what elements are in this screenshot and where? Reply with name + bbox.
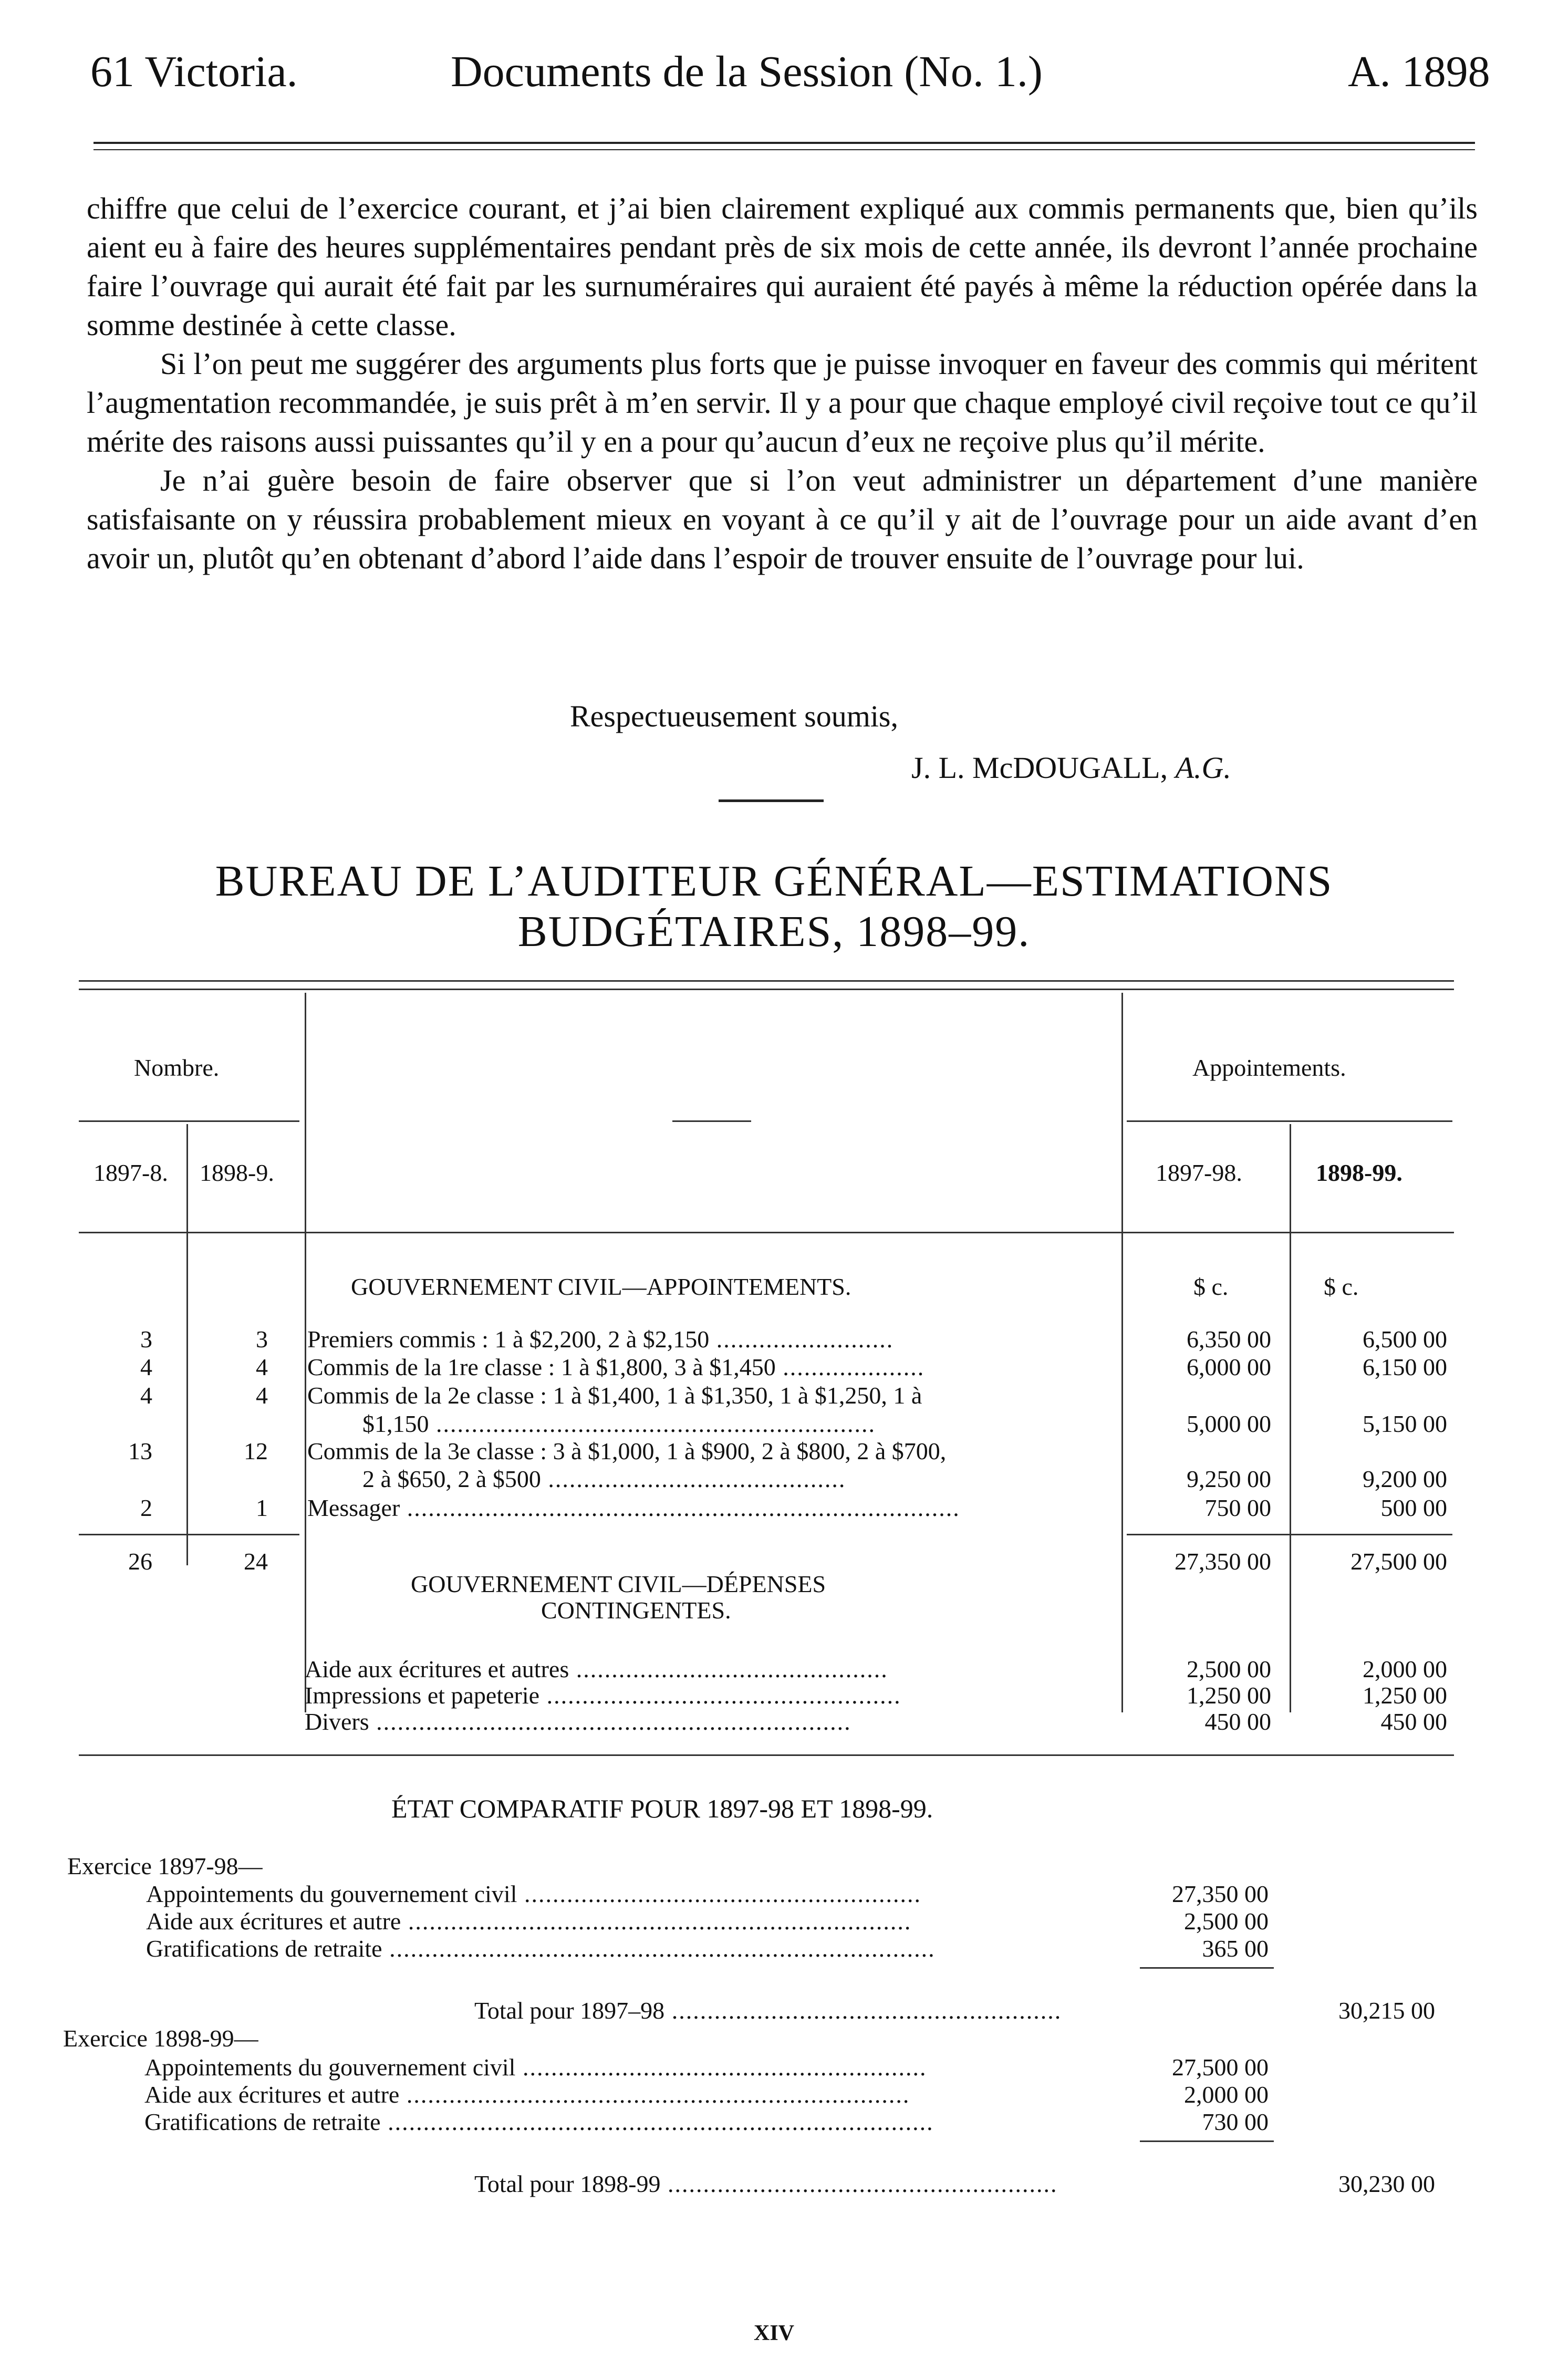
total-1-label: Total pour 1897–98 ....................................................... (474, 1997, 1062, 2024)
paragraph-2: Si l’on peut me suggérer des arguments plus forts que je puisse invoquer en faveur des commis qui méritent l’augmentation recommandée, je suis prêt à m’en servir. Il y a pour que chaque employé civil reçoive tout ce qu’il mérite des raisons aussi puissantes qu’il y en a pour qu’aucun d’eux ne reçoive plus qu’il mérite. (87, 347, 1478, 459)
header-amount-1: 1897-98. (1156, 1159, 1242, 1186)
table-top-rule-2 (79, 989, 1454, 990)
header-rule (93, 142, 1475, 144)
title-line-2: BUDGÉTAIRES, 1898–99. (517, 907, 1031, 956)
table-row-n1: 4 (140, 1354, 152, 1380)
col-divider (1290, 1124, 1291, 1712)
total-1-value: 30,215 00 (1338, 1997, 1435, 2024)
table-row-amount-1: 9,250 00 (1187, 1466, 1271, 1492)
table-top-rule (79, 980, 1454, 982)
signature-title: A.G. (1175, 751, 1231, 785)
header-nombre: Nombre. (134, 1054, 220, 1081)
table-row-desc: Commis de la 2e classe : 1 à $1,400, 1 à $1,350, 1 à $1,250, 1 à (307, 1382, 922, 1409)
total-amount-2: 27,500 00 (1350, 1548, 1447, 1575)
contingent-amount-1: 2,500 00 (1187, 1656, 1271, 1682)
table-row-amount-1: 6,350 00 (1187, 1326, 1271, 1353)
header-left: 61 Victoria. (90, 47, 298, 96)
divider (719, 799, 824, 802)
etat-item: Appointements du gouvernement civil ......................................................... (144, 2054, 927, 2081)
col-divider (1121, 993, 1123, 1712)
contingent-amount-2: 450 00 (1380, 1708, 1447, 1735)
table-row-desc-cont: $1,150 .............................................................. (362, 1410, 876, 1437)
header-title: Documents de la Session (No. 1.) (451, 47, 1043, 96)
table-row-amount-2: 5,150 00 (1363, 1410, 1447, 1437)
table-row-desc-cont: 2 à $650, 2 à $500 .......................................... (362, 1466, 846, 1492)
contingent-row-desc: Divers ................................................................... (305, 1708, 851, 1735)
etat-item-value: 27,350 00 (1172, 1880, 1269, 1907)
header-bottom-rule (79, 1232, 1454, 1233)
header-right: A. 1898 (1348, 47, 1490, 96)
table-row-n2: 4 (256, 1354, 268, 1380)
etat-item-value: 2,500 00 (1184, 1908, 1269, 1935)
etat-item-value: 365 00 (1202, 1935, 1269, 1962)
table-bottom-rule (79, 1754, 1454, 1756)
section-appointements: GOUVERNEMENT CIVIL—APPOINTEMENTS. (351, 1273, 851, 1300)
contingent-row-desc: Aide aux écritures et autres ............................................ (305, 1656, 888, 1682)
table-row-n2: 3 (256, 1326, 268, 1353)
table-row-n1: 4 (140, 1382, 152, 1409)
table-row-n1: 13 (128, 1438, 152, 1464)
header-amount-2: 1898-99. (1316, 1159, 1402, 1186)
table-row-amount-2: 6,150 00 (1363, 1354, 1447, 1380)
etat-item: Appointements du gouvernement civil ........................................................ (146, 1880, 921, 1907)
header-appointements: Appointements. (1192, 1054, 1346, 1081)
table-row-amount-2: 9,200 00 (1363, 1466, 1447, 1492)
etat-title: ÉTAT COMPARATIF POUR 1897-98 ET 1898-99. (391, 1794, 933, 1823)
table-row-amount-1: 5,000 00 (1187, 1410, 1271, 1437)
table-row-n2: 4 (256, 1382, 268, 1409)
section-contingentes: GOUVERNEMENT CIVIL—DÉPENSES (411, 1571, 826, 1597)
header-sub-rule (79, 1120, 299, 1122)
signature-name: J. L. McDOUGALL, (911, 751, 1176, 785)
section-title (0, 856, 1548, 957)
total-n1: 26 (128, 1548, 152, 1575)
etat-item: Gratifications de retraite ............................................................................. (144, 2108, 934, 2135)
title-line-1: BUREAU DE L’AUDITEUR GÉNÉRAL—ESTIMATIONS (215, 857, 1333, 906)
dollar-header-2: $ c. (1324, 1273, 1359, 1300)
paragraph-1: chiffre que celui de l’exercice courant, et j’ai bien clairement expliqué aux commis permanents que, bien qu’ils aient eu à faire des heures supplémentaires pendant près de six mois de cette année, ils devront l’année prochaine faire l’ouvrage qui aurait été fait par les surnuméraires qui auraient été payés à même la réduction opérée dans la somme destinée à cette classe. (87, 191, 1478, 342)
col-divider (186, 1124, 188, 1565)
section-contingentes-2: CONTINGENTES. (541, 1597, 731, 1624)
table-row-desc: Messager .............................................................................. (307, 1494, 960, 1521)
contingent-amount-1: 450 00 (1204, 1708, 1271, 1735)
table-row-amount-2: 500 00 (1380, 1494, 1447, 1521)
total-amount-1: 27,350 00 (1175, 1548, 1271, 1575)
table-row-desc: Commis de la 3e classe : 3 à $1,000, 1 à $900, 2 à $800, 2 à $700, (307, 1438, 947, 1464)
contingent-amount-2: 2,000 00 (1363, 1656, 1447, 1682)
table-row-n2: 12 (244, 1438, 268, 1464)
total-rule (79, 1534, 299, 1535)
subtotal-rule (1140, 2140, 1274, 2142)
table-row-desc: Premiers commis : 1 à $2,200, 2 à $2,150 ......................... (307, 1326, 894, 1353)
paragraph-3: Je n’ai guère besoin de faire observer que si l’on veut administrer un département d’une manière satisfaisante on y réussira probablement mieux en voyant à ce qu’il y ait de l’ouvrage pour un aide avant d’en avoir un, plutôt qu’en obtenant d’abord l’aide dans l’espoir de trouver ensuite de l’ouvrage pour lui. (87, 463, 1478, 575)
table-row-n1: 3 (140, 1326, 152, 1353)
total-rule (1127, 1534, 1452, 1535)
letter-body (87, 189, 1478, 578)
etat-item: Gratifications de retraite ............................................................................. (146, 1935, 936, 1962)
contingent-amount-1: 1,250 00 (1187, 1682, 1271, 1709)
total-2-value: 30,230 00 (1338, 2170, 1435, 2197)
signature (911, 750, 1231, 785)
page-number: XIV (753, 2321, 794, 2345)
subtotal-rule (1140, 1967, 1274, 1969)
header-year-2: 1898-9. (200, 1159, 274, 1186)
etat-item-value: 2,000 00 (1184, 2081, 1269, 2108)
etat-item-value: 27,500 00 (1172, 2054, 1269, 2081)
table-row-n1: 2 (140, 1494, 152, 1521)
header-rule-2 (93, 149, 1475, 150)
header-year-1: 1897-8. (93, 1159, 168, 1186)
header-sub-rule (1127, 1120, 1452, 1122)
exercice-1-label: Exercice 1897-98— (67, 1853, 263, 1879)
total-n2: 24 (244, 1548, 268, 1575)
table-row-amount-2: 6,500 00 (1363, 1326, 1447, 1353)
total-2-label: Total pour 1898-99 ....................................................... (474, 2170, 1058, 2197)
contingent-row-desc: Impressions et papeterie .................................................. (305, 1682, 901, 1709)
etat-item-value: 730 00 (1202, 2108, 1269, 2135)
dollar-header-1: $ c. (1193, 1273, 1229, 1300)
header-center-dash (672, 1120, 751, 1122)
exercice-2-label: Exercice 1898-99— (63, 2025, 258, 2052)
table-row-amount-1: 750 00 (1204, 1494, 1271, 1521)
etat-item: Aide aux écritures et autre ....................................................................... (144, 2081, 910, 2108)
contingent-amount-2: 1,250 00 (1363, 1682, 1447, 1709)
col-divider (305, 993, 306, 1712)
table-row-n2: 1 (256, 1494, 268, 1521)
table-row-amount-1: 6,000 00 (1187, 1354, 1271, 1380)
etat-item: Aide aux écritures et autre ....................................................................... (146, 1908, 912, 1935)
table-row-desc: Commis de la 1re classe : 1 à $1,800, 3 à $1,450 .................... (307, 1354, 925, 1380)
closing: Respectueusement soumis, (570, 699, 899, 733)
